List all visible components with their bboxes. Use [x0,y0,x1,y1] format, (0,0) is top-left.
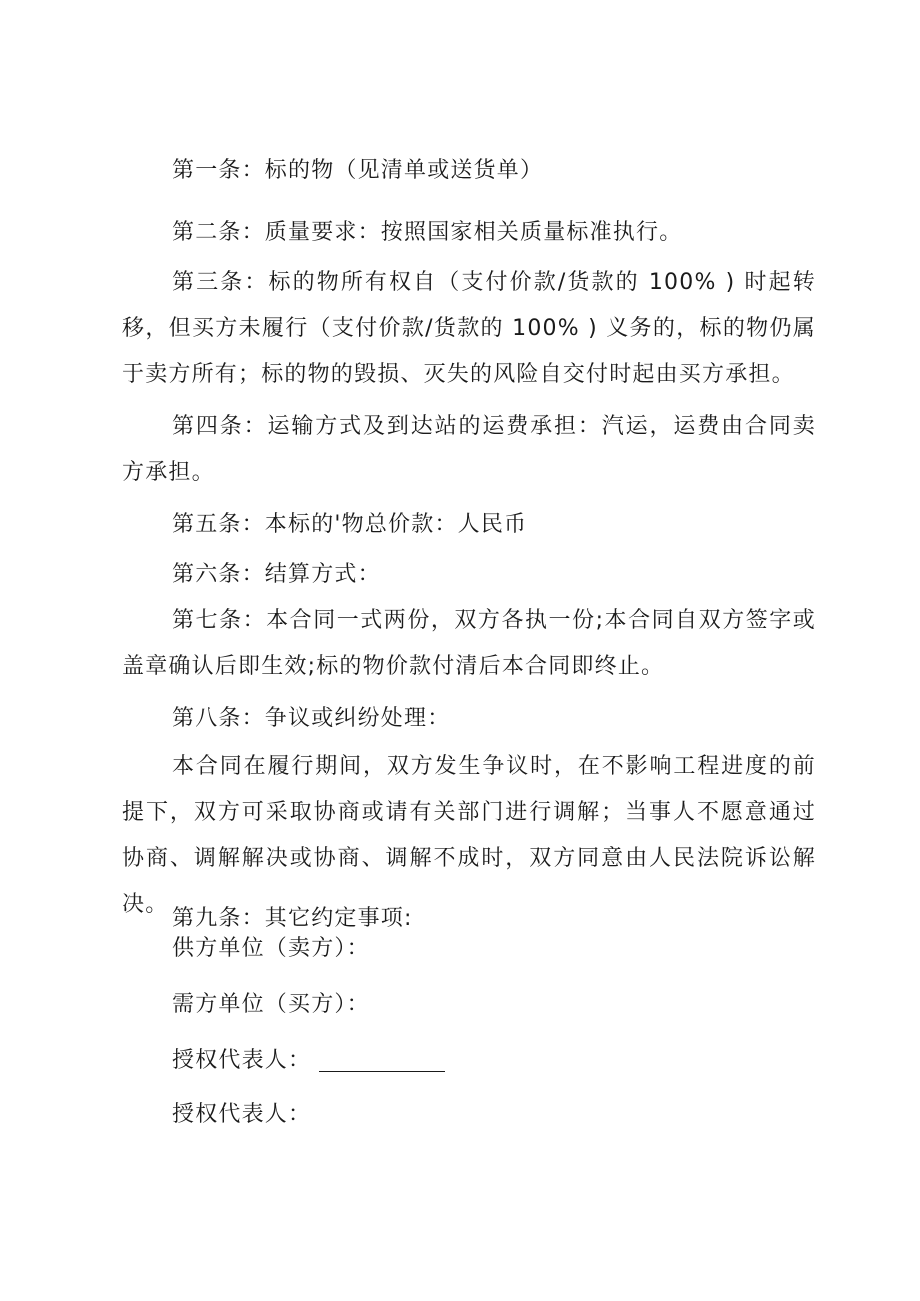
dispute-resolution-text: 本合同在履行期间，双方发生争议时，在不影响工程进度的前提下，双方可采取协商或请有关部门进行调解；当事人不愿意通过协商、调解解决或协商、调解不成时，双方同意由人民法院诉讼解决。 [122,754,816,917]
article-7: 第七条：本合同一式两份，双方各执一份;本合同自双方签字或盖章确认后即生效;标的物价款付清后本合同即终止。 [122,608,816,679]
article-2: 第二条：质量要求：按照国家相关质量标准执行。 [172,220,683,245]
representative-label-2: 授权代表人： [172,1102,312,1127]
supplier-label: 供方单位（卖方）： [172,936,370,961]
representative-label-1: 授权代表人： [172,1048,312,1073]
article-5: 第五条：本标的'物总价款：人民币 [172,512,528,537]
article-1: 第一条：标的物（见清单或送货单） [172,158,544,183]
article-8: 第八条：争议或纠纷处理： [172,706,451,731]
article-3: 第三条：标的物所有权自（支付价款/货款的 100% ) 时起转移，但买方未履行（支付价款/货款的 100% ) 义务的，标的物仍属于卖方所有；标的物的毁损、灭失的风险自交付时起由买方承担。 [122,270,816,387]
article-4: 第四条：运输方式及到达站的运费承担：汽运，运费由合同卖方承担。 [122,414,816,485]
article-9: 第九条：其它约定事项: [172,906,413,931]
buyer-label: 需方单位（买方）： [172,992,370,1017]
signature-blank-line [319,1071,445,1072]
article-6: 第六条：结算方式： [172,562,381,587]
